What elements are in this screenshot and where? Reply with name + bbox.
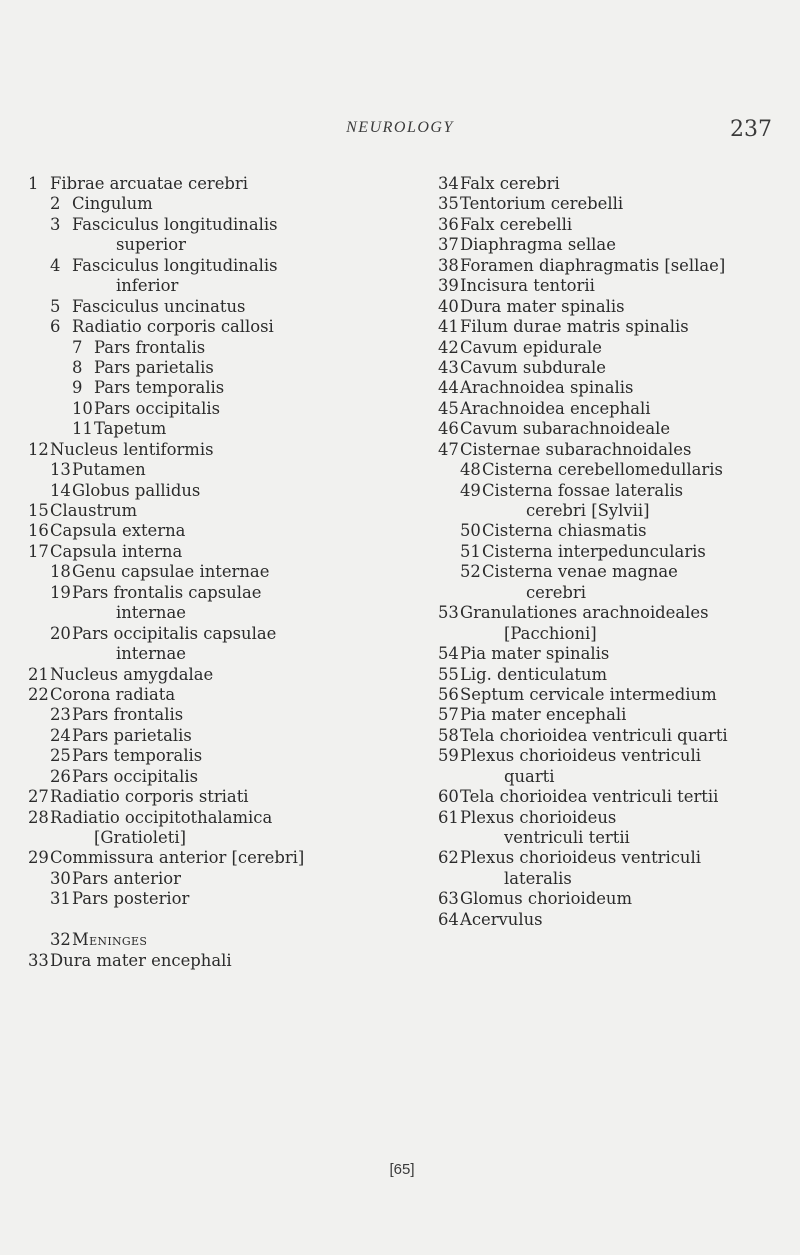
entry-number: 30 — [50, 868, 71, 888]
entry-number: 55 — [438, 664, 459, 684]
entry-number: 59 — [438, 746, 459, 766]
entry-number: 46 — [438, 419, 459, 439]
entry-label: Plexus chorioideus — [460, 807, 617, 827]
legend-entry — [438, 562, 783, 582]
legend-entry — [438, 378, 783, 398]
entry-number: 1 — [28, 174, 39, 193]
legend-entry — [438, 297, 783, 317]
entry-label: Pars temporalis — [72, 746, 203, 766]
entry-number: 39 — [438, 276, 459, 296]
legend-entry — [438, 521, 783, 541]
legend-entry — [28, 951, 408, 971]
legend-entry — [28, 869, 408, 889]
entry-number: 17 — [28, 541, 49, 561]
legend-entry-continuation — [28, 828, 408, 848]
entry-label: inferior — [116, 276, 179, 296]
entry-label: superior — [116, 235, 186, 255]
entry-label: Acervulus — [460, 909, 543, 929]
entry-label: Dura mater spinalis — [460, 296, 625, 316]
entry-number: 64 — [438, 909, 459, 929]
entry-label: Arachnoidea spinalis — [460, 378, 634, 398]
entry-number: 15 — [28, 501, 49, 520]
entry-label: Arachnoidea encephali — [460, 398, 651, 418]
entry-label: Lig. denticulatum — [460, 664, 608, 684]
entry-number: 36 — [438, 214, 459, 234]
legend-entry — [28, 665, 408, 685]
entry-label: Cavum subarachnoideale — [460, 419, 671, 439]
legend-entry — [28, 685, 408, 705]
legend-entry — [28, 583, 408, 603]
legend-entry — [438, 808, 783, 828]
legend-entry — [28, 419, 408, 439]
legend-entry — [28, 624, 408, 644]
legend-entry — [438, 399, 783, 419]
entry-number: 21 — [28, 664, 49, 684]
legend-entry — [438, 358, 783, 378]
entry-label: Capsula interna — [50, 541, 183, 561]
entry-label: Globus pallidus — [72, 480, 201, 500]
entry-number: 37 — [438, 235, 459, 255]
entry-number: 52 — [460, 562, 481, 582]
entry-number: 13 — [50, 460, 71, 480]
entry-label: Meninges — [72, 930, 148, 950]
entry-label: [Gratioleti] — [94, 828, 186, 847]
legend-entry — [438, 317, 783, 337]
legend-entry — [438, 440, 783, 460]
entry-number: 57 — [438, 705, 459, 725]
entry-number: 44 — [438, 378, 459, 398]
entry-number: 27 — [28, 787, 49, 807]
entry-number: 10 — [72, 398, 93, 418]
legend-entry-continuation — [28, 644, 408, 664]
entry-label: Septum cervicale intermedium — [460, 684, 717, 704]
entry-label: Tela chorioidea ventriculi quarti — [460, 725, 728, 745]
entry-number: 28 — [28, 807, 49, 827]
entry-label: Nucleus lentiformis — [50, 439, 214, 459]
entry-label: Nucleus amygdalae — [50, 664, 214, 684]
entry-number: 26 — [50, 766, 71, 786]
entry-number: 41 — [438, 317, 459, 337]
legend-entry — [438, 276, 783, 296]
footer-page-label: [65] — [389, 1161, 415, 1178]
legend-entry — [438, 910, 783, 930]
entry-number: 43 — [438, 357, 459, 377]
legend-entry — [438, 848, 783, 868]
legend-entry — [28, 889, 408, 909]
entry-number: 11 — [72, 419, 93, 439]
entry-label: Pars occipitalis — [94, 398, 220, 418]
entry-label: Granulationes arachnoideales — [460, 603, 709, 623]
entry-number: 49 — [460, 480, 481, 500]
entry-label: Cavum epidurale — [460, 337, 602, 357]
legend-entry — [28, 930, 408, 950]
entry-number: 58 — [438, 725, 459, 745]
legend-entry — [28, 440, 408, 460]
entry-label: Pars anterior — [72, 868, 181, 888]
entry-label: Corona radiata — [50, 684, 176, 704]
legend-entry — [438, 746, 783, 766]
legend-entry-continuation — [28, 276, 408, 296]
legend-entry — [438, 174, 783, 194]
entry-label: Cisterna interpeduncularis — [482, 541, 706, 561]
entry-number: 32 — [50, 930, 71, 950]
legend-entry-continuation — [28, 235, 408, 255]
right-legend-column — [438, 174, 783, 930]
entry-number: 35 — [438, 194, 459, 214]
legend-entry — [28, 460, 408, 480]
legend-entry — [438, 338, 783, 358]
entry-number: 33 — [28, 950, 49, 970]
legend-entry-continuation — [438, 624, 783, 644]
entry-label: Tapetum — [94, 419, 167, 439]
legend-entry — [28, 481, 408, 501]
entry-number: 31 — [50, 889, 71, 909]
legend-entry — [28, 338, 408, 358]
entry-label: Cisterna cerebellomedullaris — [482, 460, 723, 480]
legend-entry — [438, 460, 783, 480]
legend-entry — [28, 562, 408, 582]
legend-entry — [28, 848, 408, 868]
entry-label: Fasciculus longitudinalis — [72, 255, 278, 275]
entry-label: [Pacchioni] — [504, 623, 597, 643]
entry-label: lateralis — [504, 868, 572, 888]
page-number: 237 — [730, 117, 772, 142]
entry-number: 60 — [438, 787, 459, 807]
entry-label: Capsula externa — [50, 521, 186, 541]
legend-entry-continuation — [438, 583, 783, 603]
entry-label: Claustrum — [50, 501, 138, 520]
entry-label: Cingulum — [72, 194, 153, 214]
entry-label: Pars parietalis — [94, 357, 214, 377]
legend-entry — [28, 705, 408, 725]
entry-number: 34 — [438, 174, 459, 193]
legend-entry — [438, 889, 783, 909]
entry-label: Tentorium cerebelli — [460, 194, 624, 214]
entry-label: Cisterna fossae lateralis — [482, 480, 684, 500]
entry-number: 48 — [460, 460, 481, 480]
entry-label: Falx cerebri — [460, 174, 560, 193]
entry-label: Radiatio corporis callosi — [72, 317, 274, 337]
entry-number: 20 — [50, 623, 71, 643]
entry-number: 62 — [438, 848, 459, 868]
entry-label: Dura mater encephali — [50, 950, 232, 970]
entry-label: Pars temporalis — [94, 378, 225, 398]
legend-entry — [438, 256, 783, 276]
entry-label: Fasciculus longitudinalis — [72, 214, 278, 234]
entry-label: Pia mater encephali — [460, 705, 627, 725]
entry-number: 47 — [438, 439, 459, 459]
entry-number: 40 — [438, 296, 459, 316]
entry-number: 42 — [438, 337, 459, 357]
entry-label: Tela chorioidea ventriculi tertii — [460, 787, 719, 807]
entry-label: Pars frontalis capsulae — [72, 582, 262, 602]
entry-label: cerebri — [526, 582, 586, 602]
entry-label: Pia mater spinalis — [460, 644, 610, 664]
entry-number: 14 — [50, 480, 71, 500]
entry-label: Diaphragma sellae — [460, 235, 616, 255]
legend-entry — [28, 317, 408, 337]
entry-number: 3 — [50, 214, 61, 234]
entry-number: 5 — [50, 296, 61, 316]
legend-entry — [438, 726, 783, 746]
legend-entry-continuation — [438, 869, 783, 889]
legend-entry — [438, 235, 783, 255]
entry-label: Pars posterior — [72, 889, 190, 909]
entry-label: Filum durae matris spinalis — [460, 317, 689, 337]
legend-entry — [438, 705, 783, 725]
entry-label: Plexus chorioideus ventriculi — [460, 848, 701, 868]
page-header — [0, 117, 800, 147]
entry-number: 38 — [438, 255, 459, 275]
entry-number: 18 — [50, 562, 71, 582]
legend-entry — [438, 787, 783, 807]
entry-label: Cisternae subarachnoidales — [460, 439, 692, 459]
legend-entry-continuation — [438, 767, 783, 787]
legend-entry-continuation — [438, 501, 783, 521]
legend-entry — [28, 215, 408, 235]
entry-number: 7 — [72, 337, 83, 357]
legend-entry — [438, 603, 783, 623]
entry-number: 53 — [438, 603, 459, 623]
legend-entry — [28, 787, 408, 807]
left-legend-column — [28, 174, 408, 971]
entry-number: 22 — [28, 684, 49, 704]
entry-label: internae — [116, 644, 186, 664]
legend-entry — [28, 746, 408, 766]
legend-entry — [28, 399, 408, 419]
legend-entry — [438, 194, 783, 214]
entry-label: Glomus chorioideum — [460, 889, 633, 909]
entry-number: 24 — [50, 725, 71, 745]
entry-label: Pars occipitalis capsulae — [72, 623, 277, 643]
entry-label: Putamen — [72, 460, 146, 480]
entry-label: Cisterna chiasmatis — [482, 521, 647, 541]
entry-number: 19 — [50, 582, 71, 602]
entry-label: Fibrae arcuatae cerebri — [50, 174, 248, 193]
entry-number: 23 — [50, 705, 71, 725]
entry-label: Pars parietalis — [72, 725, 192, 745]
entry-number: 54 — [438, 644, 459, 664]
entry-number: 25 — [50, 746, 71, 766]
legend-entry — [438, 665, 783, 685]
entry-label: Pars occipitalis — [72, 766, 198, 786]
legend-entry — [438, 215, 783, 235]
entry-label: Radiatio occipitothalamica — [50, 807, 273, 827]
entry-label: Fasciculus uncinatus — [72, 296, 246, 316]
entry-label: Cavum subdurale — [460, 357, 606, 377]
legend-entry — [28, 767, 408, 787]
legend-entry-continuation — [28, 603, 408, 623]
entry-label: Commissura anterior [cerebri] — [50, 848, 305, 868]
entry-number: 16 — [28, 521, 49, 541]
entry-number: 9 — [72, 378, 83, 398]
legend-entry — [28, 542, 408, 562]
running-title: NEUROLOGY — [346, 119, 454, 136]
legend-entry — [28, 378, 408, 398]
entry-number: 29 — [28, 848, 49, 868]
legend-entry-continuation — [438, 828, 783, 848]
entry-number: 6 — [50, 317, 61, 337]
entry-number: 8 — [72, 357, 83, 377]
legend-entry — [28, 174, 408, 194]
entry-label: Genu capsulae internae — [72, 562, 270, 582]
entry-label: Incisura tentorii — [460, 276, 595, 296]
entry-label: internae — [116, 603, 186, 623]
entry-label: Pars frontalis — [72, 705, 184, 725]
entry-number: 61 — [438, 807, 459, 827]
legend-entry — [438, 542, 783, 562]
legend-entry — [28, 256, 408, 276]
entry-number: 51 — [460, 541, 481, 561]
entry-label: cerebri [Sylvii] — [526, 501, 650, 520]
entry-number: 45 — [438, 398, 459, 418]
entry-label: Foramen diaphragmatis [sellae] — [460, 255, 726, 275]
legend-entry — [28, 501, 408, 521]
entry-label: Radiatio corporis striati — [50, 787, 249, 807]
entry-label: quarti — [504, 766, 555, 786]
legend-entry — [28, 297, 408, 317]
legend-entry — [28, 521, 408, 541]
legend-entry — [438, 685, 783, 705]
entry-label: Cisterna venae magnae — [482, 562, 678, 582]
entry-label: Pars frontalis — [94, 337, 206, 357]
legend-entry — [28, 194, 408, 214]
legend-entry — [438, 481, 783, 501]
legend-entry — [28, 808, 408, 828]
legend-entry — [438, 644, 783, 664]
entry-label: Plexus chorioideus ventriculi — [460, 746, 701, 766]
entry-label: ventriculi tertii — [504, 828, 630, 847]
entry-number: 2 — [50, 194, 61, 214]
entry-number: 63 — [438, 889, 459, 909]
legend-entry — [28, 726, 408, 746]
entry-number: 12 — [28, 439, 49, 459]
legend-entry — [438, 419, 783, 439]
entry-label: Falx cerebelli — [460, 214, 573, 234]
entry-number: 56 — [438, 684, 459, 704]
legend-entry — [28, 358, 408, 378]
entry-number: 50 — [460, 521, 481, 541]
entry-number: 4 — [50, 255, 61, 275]
